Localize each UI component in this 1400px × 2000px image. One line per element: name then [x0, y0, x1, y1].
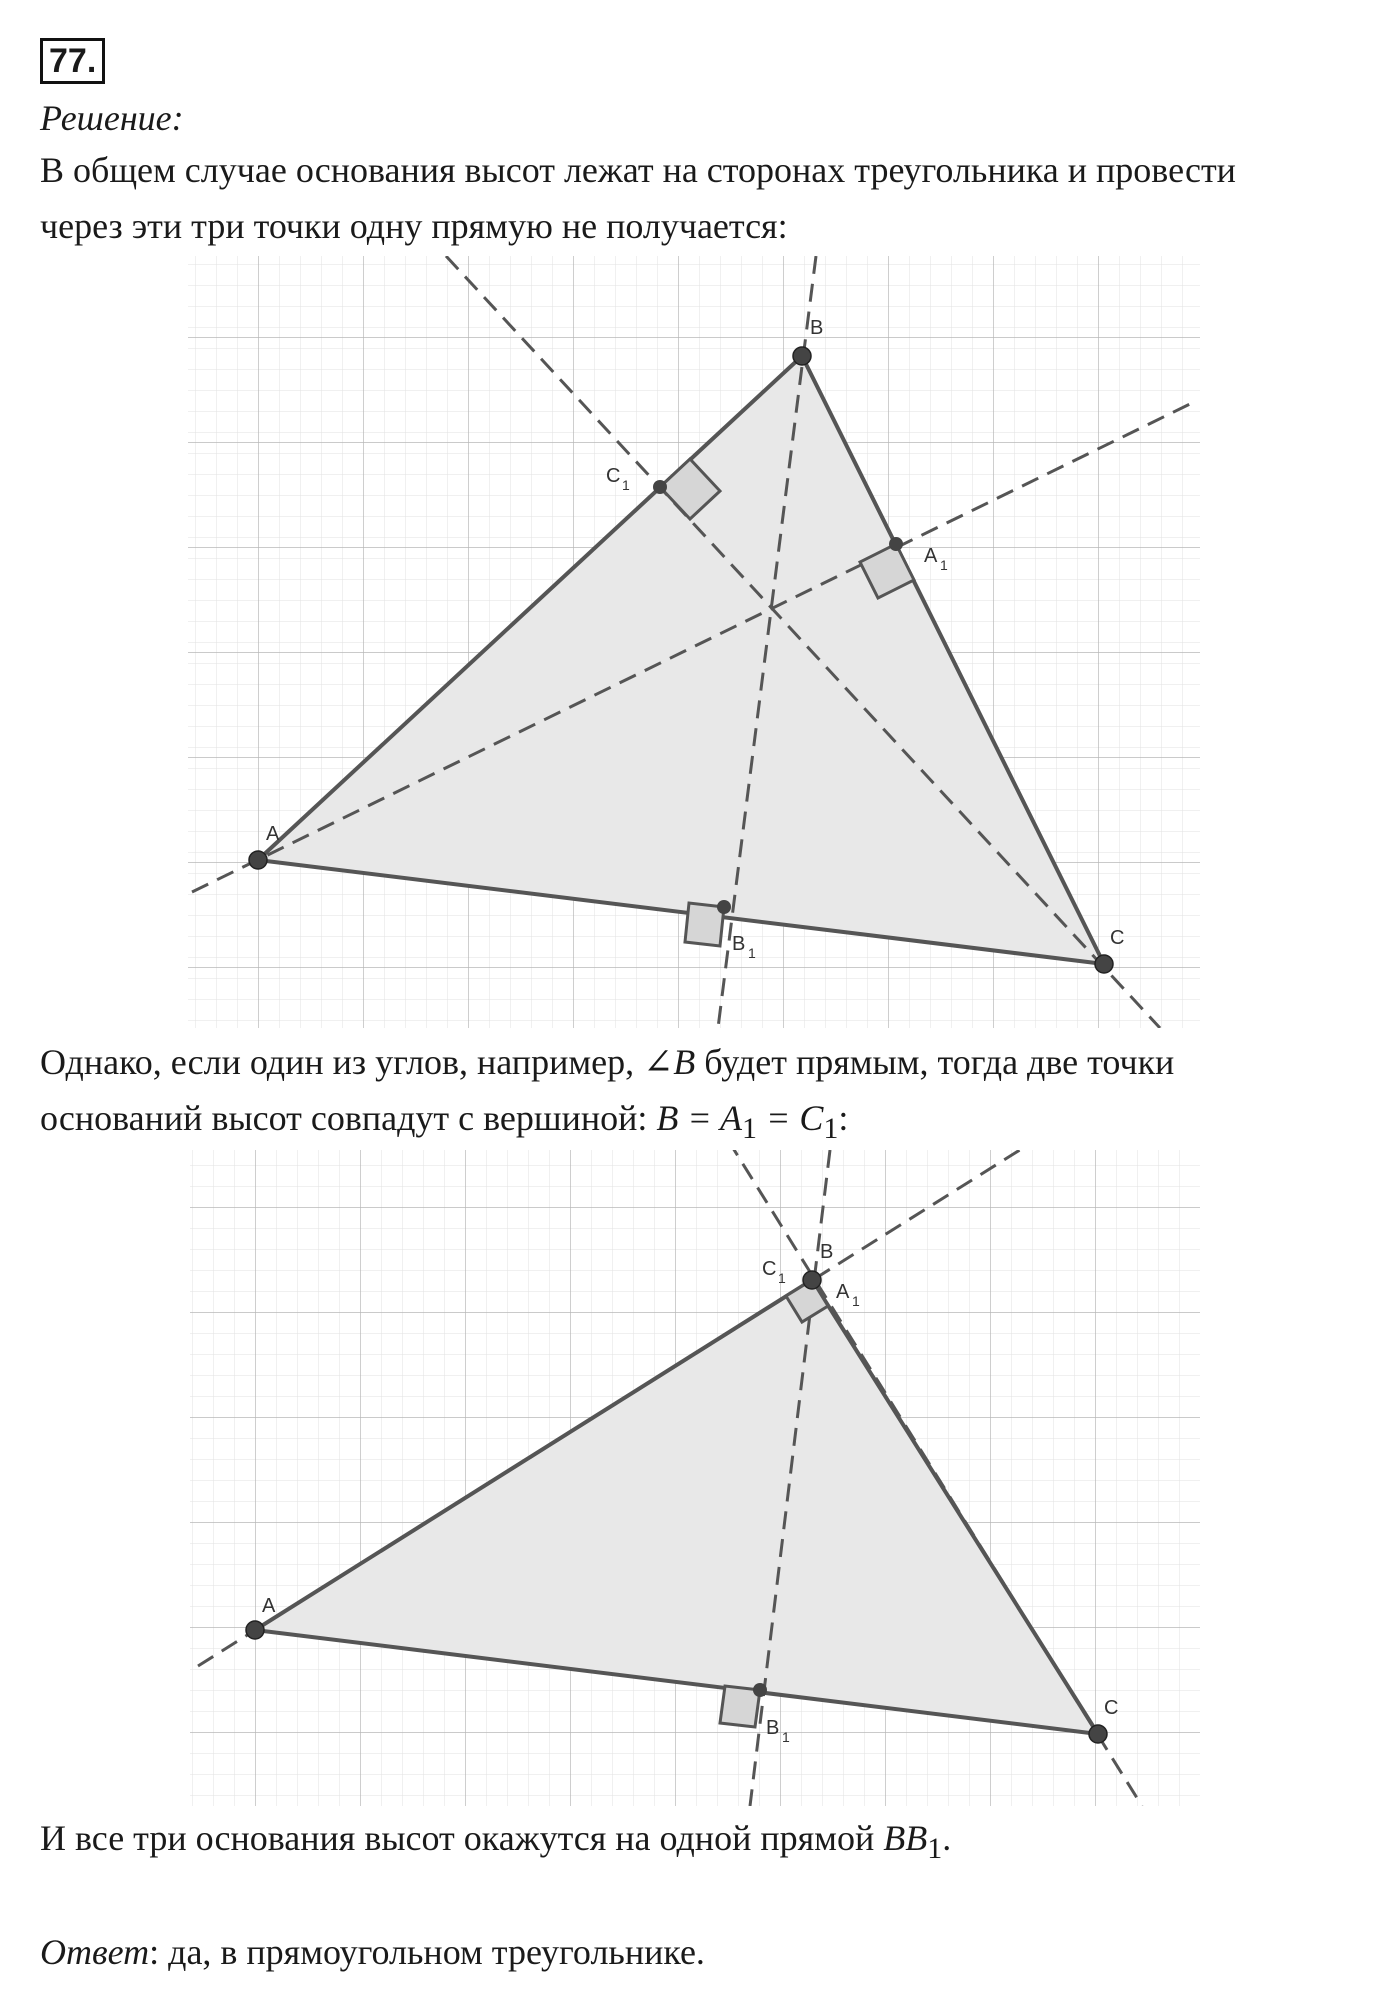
figure-2-svg — [190, 1150, 1200, 1806]
p2-text-4: : — [838, 1098, 849, 1138]
label-b1: B — [766, 1717, 780, 1739]
label-b1-sub: 1 — [782, 1729, 790, 1745]
line-bb1-sub: 1 — [927, 1832, 943, 1866]
point-b — [793, 347, 811, 365]
label-c1: C — [606, 465, 621, 487]
equation-sub-1: 1 — [742, 1112, 758, 1146]
paragraph-2-line-1 — [40, 1040, 1174, 1084]
paragraph-1-line-2: через эти три точки одну прямую не получается: — [40, 206, 788, 246]
p2-text-1: Однако, если один из углов, например, — [40, 1042, 644, 1082]
paragraph-1-line-1: В общем случае основания высот лежат на сторонах треугольника и провести — [40, 150, 1236, 190]
solution-heading: Решение: — [40, 98, 184, 138]
label-c: C — [1110, 927, 1125, 949]
equation-part-2: = C — [757, 1098, 824, 1138]
answer-text: : да, в прямоугольном треугольнике. — [149, 1932, 705, 1972]
paragraph-3 — [40, 1816, 951, 1871]
point-a1 — [889, 537, 903, 551]
answer-label: Ответ — [40, 1932, 150, 1972]
point-a — [249, 851, 267, 869]
problem-number: 77. — [40, 38, 105, 84]
p2-text-3: оснований высот совпадут с вершиной: — [40, 1098, 657, 1138]
equation-part-1: B = A — [656, 1098, 743, 1138]
point-c — [1089, 1725, 1107, 1743]
label-a: A — [262, 1595, 276, 1617]
point-c1 — [653, 480, 667, 494]
label-c1: C — [762, 1258, 777, 1280]
p2-text-2: будет прямым, тогда две точки — [695, 1042, 1175, 1082]
paragraph-2-line-2 — [40, 1096, 848, 1151]
figure-general-triangle — [188, 256, 1200, 1028]
label-c1-sub: 1 — [622, 477, 630, 493]
figure-right-triangle — [190, 1150, 1200, 1806]
figure-1-svg — [188, 256, 1200, 1028]
label-a1-sub: 1 — [940, 557, 948, 573]
angle-b: ∠B — [643, 1042, 696, 1082]
label-b1-sub: 1 — [748, 945, 756, 961]
label-b1: B — [732, 933, 746, 955]
point-b1 — [717, 900, 731, 914]
point-b1 — [753, 1683, 767, 1697]
p3-text-2: . — [942, 1818, 952, 1858]
line-bb1: BB — [883, 1818, 928, 1858]
label-a1: A — [924, 545, 938, 567]
label-c: C — [1104, 1697, 1119, 1719]
point-b — [803, 1271, 821, 1289]
label-a1-sub: 1 — [852, 1293, 860, 1309]
p3-text-1: И все три основания высот окажутся на одной прямой — [40, 1818, 884, 1858]
point-a — [246, 1621, 264, 1639]
equation-sub-2: 1 — [823, 1112, 839, 1146]
label-a1: A — [836, 1281, 850, 1303]
label-b: B — [810, 317, 824, 339]
label-b: B — [820, 1241, 834, 1263]
label-c1-sub: 1 — [778, 1270, 786, 1286]
point-c — [1095, 955, 1113, 973]
answer-line — [40, 1930, 705, 1974]
label-a: A — [266, 823, 280, 845]
